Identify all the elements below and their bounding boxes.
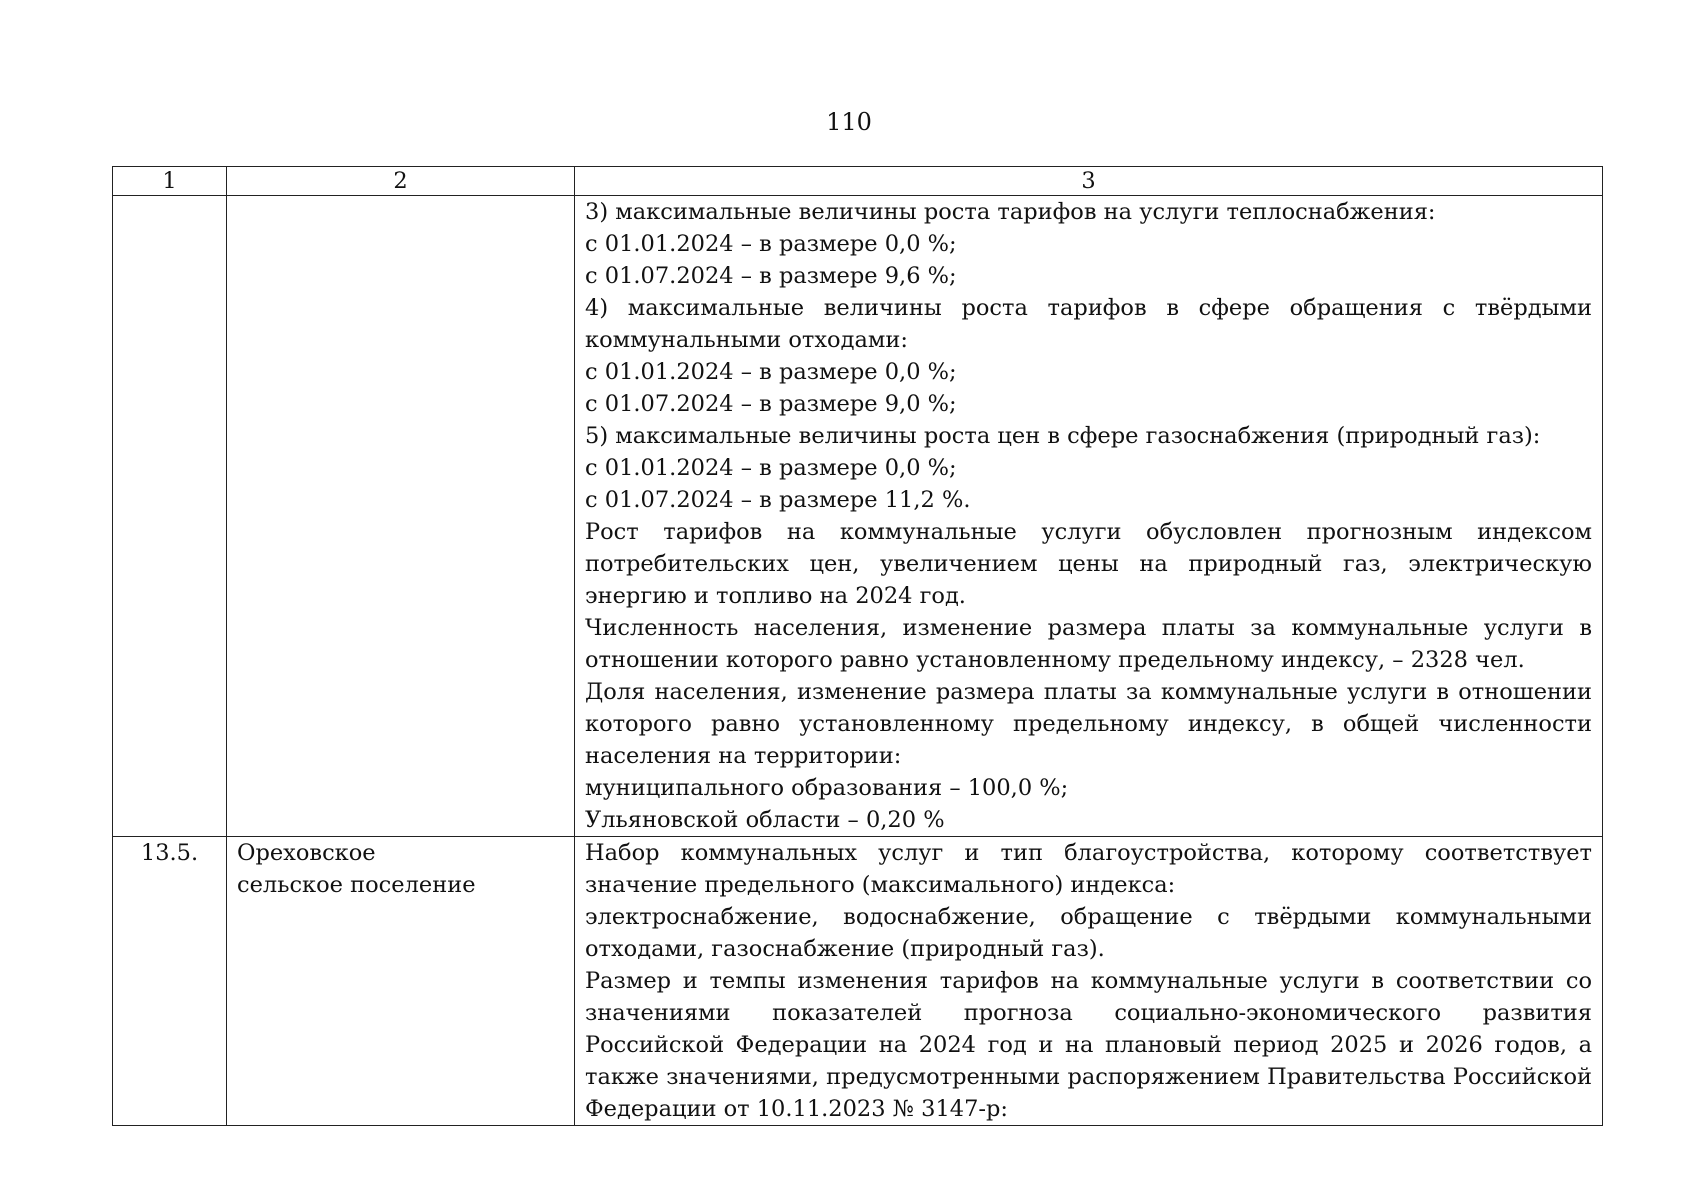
municipality-name-line: сельское поселение <box>237 872 476 898</box>
description-paragraph: муниципального образования – 100,0 %; <box>585 775 1069 801</box>
description-paragraph: с 01.01.2024 – в размере 0,0 %; <box>585 359 957 385</box>
description-paragraph: Размер и темпы изменения тарифов на коммунальные услуги в соответствии со значениями показателей прогноза социально-экономического развития Российской Федерации на 2024 год и на плановый период 2025 и 2026 годов, а также значениями, предусмотренными распоряжением Правительства Российской Федерации от 10.11.2023 № 3147-р: <box>585 968 1592 1122</box>
description-paragraph: 5) максимальные величины роста цен в сфере газоснабжения (природный газ): <box>585 423 1541 449</box>
page-number: 110 <box>826 108 872 136</box>
description-paragraph: с 01.07.2024 – в размере 9,6 %; <box>585 263 957 289</box>
table-row <box>113 196 1603 837</box>
description-paragraph: 3) максимальные величины роста тарифов на услуги теплоснабжения: <box>585 199 1436 225</box>
description-paragraph: с 01.01.2024 – в размере 0,0 %; <box>585 231 957 257</box>
description-paragraph: с 01.07.2024 – в размере 9,0 %; <box>585 391 957 417</box>
tariff-table <box>112 166 1603 1126</box>
description-paragraph: 4) максимальные величины роста тарифов в сфере обращения с твёрдыми коммунальными отходами: <box>585 295 1592 353</box>
description-paragraph: Рост тарифов на коммунальные услуги обусловлен прогнозным индексом потребительских цен, увеличением цены на природный газ, электрическую энергию и топливо на 2024 год. <box>585 519 1592 609</box>
row-number-cell: 13.5. <box>113 837 227 1126</box>
description-paragraph: Численность населения, изменение размера платы за коммунальные услуги в отношении которого равно установленному предельному индексу, – 2328 чел. <box>585 615 1592 673</box>
column-header: 3 <box>575 167 1603 196</box>
column-header: 1 <box>113 167 227 196</box>
municipality-name-cell <box>227 837 575 1126</box>
municipality-name-line: Ореховское <box>237 840 376 866</box>
description-paragraph: Набор коммунальных услуг и тип благоустройства, которому соответствует значение предельного (максимального) индекса: <box>585 840 1592 898</box>
municipality-name-cell <box>227 196 575 837</box>
description-cell <box>575 196 1603 837</box>
row-number-cell <box>113 196 227 837</box>
description-paragraph: с 01.07.2024 – в размере 11,2 %. <box>585 487 971 513</box>
table-row <box>113 837 1603 1126</box>
description-paragraph: с 01.01.2024 – в размере 0,0 %; <box>585 455 957 481</box>
column-header: 2 <box>227 167 575 196</box>
description-paragraph: Ульяновской области – 0,20 % <box>585 807 945 833</box>
table-header-row <box>113 167 1603 196</box>
description-paragraph: электроснабжение, водоснабжение, обращение с твёрдыми коммунальными отходами, газоснабжение (природный газ). <box>585 904 1592 962</box>
description-cell <box>575 837 1603 1126</box>
description-paragraph: Доля населения, изменение размера платы за коммунальные услуги в отношении которого равно установленному предельному индексу, в общей численности населения на территории: <box>585 679 1592 769</box>
